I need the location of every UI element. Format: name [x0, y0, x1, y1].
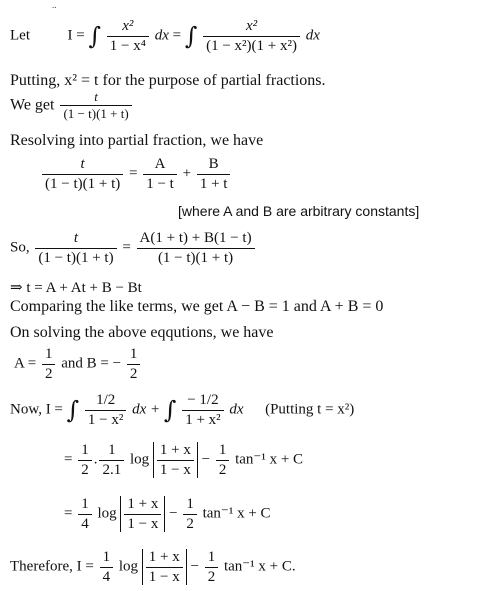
step1-line	[64, 442, 303, 478]
putting-line: Putting, x² = t for the purpose of partial fractions.	[10, 72, 326, 89]
fraction: $\frac{\text{x²}}{\text{1 − x⁴}}$	[107, 18, 149, 54]
equals: =	[128, 165, 138, 182]
now-label: Now, I =	[10, 401, 63, 418]
minus: −	[190, 558, 199, 575]
dx: dx +	[132, 401, 161, 418]
integral-sign: ∫	[184, 22, 198, 50]
tan-term: tan⁻¹ x + C.	[223, 558, 296, 575]
equals: =	[64, 505, 73, 522]
integral-sign: ∫	[163, 396, 177, 424]
absolute-value	[120, 496, 165, 532]
comparing-line: Comparing the like terms, we get A − B = 1 and A + B = 0	[10, 298, 384, 315]
fraction: $\frac{\text{x²}}{\text{(1 − x²)(1 + x²)}}$	[203, 18, 300, 54]
tan-term: tan⁻¹ x + C	[202, 505, 271, 522]
lhs-i: I =	[67, 27, 85, 44]
absolute-value	[153, 442, 198, 478]
fraction: $\frac{t}{(1 - t)(1 + t)}$	[42, 156, 123, 192]
fraction: $\frac{1/2}{\text{1 − x²}}$	[85, 392, 126, 428]
fraction: $\frac{B}{1 + t}$	[197, 156, 231, 192]
log: log	[118, 558, 138, 575]
dx: dx	[229, 401, 244, 418]
solving-line: On solving the above eqqutions, we have	[10, 324, 274, 341]
integral-definition	[10, 18, 320, 54]
a-lhs: A =	[14, 355, 37, 372]
fraction: $\frac{1}{2.1}$	[99, 442, 124, 478]
dots-mark: ..	[52, 0, 57, 10]
log: log	[97, 505, 117, 522]
integral-sign: ∫	[88, 22, 101, 50]
we-get-line	[10, 90, 134, 122]
absolute-value	[142, 549, 187, 585]
fraction: $\frac{A(1 + t) + B(1 - t)}{(1 - t)(1 + t)}$	[137, 230, 255, 266]
dx: dx	[305, 27, 320, 44]
fraction: $\frac{1}{2}$	[42, 346, 56, 382]
implies-line: ⇒ t = A + At + B − Bt	[10, 280, 142, 296]
partial-fraction-line	[40, 156, 232, 192]
plus: +	[182, 165, 192, 182]
fraction: $\frac{1}{2}$	[78, 442, 92, 478]
fraction: $\frac{1}{2}$	[183, 496, 197, 532]
final-line	[10, 549, 296, 585]
fraction: $\frac{t}{(1 - t)(1 + t)}$	[35, 230, 116, 266]
fraction: $\frac{A}{1 - t}$	[143, 156, 177, 192]
putting-note: (Putting t = x²)	[265, 401, 355, 418]
so-label: So,	[10, 239, 30, 256]
resolving-line: Resolving into partial fraction, we have	[10, 132, 264, 149]
step2-line	[64, 496, 271, 532]
integral-sign: ∫	[66, 396, 80, 424]
and-b: and B = −	[61, 355, 122, 372]
fraction: $\frac{1}{4}$	[78, 496, 92, 532]
fraction: $\frac{- 1/2}{\text{1 + x²}}$	[182, 392, 223, 428]
tan-term: tan⁻¹ x + C	[235, 451, 304, 468]
fraction: $\frac{1}{2}$	[205, 549, 219, 585]
ab-values	[14, 346, 142, 382]
therefore-label: Therefore, I =	[10, 558, 94, 575]
fraction: $\frac{1 + x}{1 - x}$	[124, 496, 161, 532]
fraction: $\frac{1}{2}$	[127, 346, 141, 382]
we-get-label: We get	[10, 96, 55, 114]
fraction: $\frac{1}{4}$	[100, 549, 114, 585]
fraction: $\frac{1}{2}$	[216, 442, 230, 478]
equals: =	[64, 451, 73, 468]
so-line	[10, 230, 257, 266]
fraction: $\frac{t}{(1 - t)(1 + t)}$	[60, 90, 131, 122]
log: log	[129, 451, 150, 468]
minus: −	[201, 451, 211, 468]
dot: .	[93, 451, 98, 468]
equals: =	[122, 239, 131, 256]
fraction: $\frac{1 + x}{1 - x}$	[157, 442, 194, 478]
equals: =	[172, 27, 182, 44]
let-label: Let	[10, 27, 30, 44]
dx: dx	[154, 27, 169, 44]
minus: −	[169, 505, 178, 522]
now-line	[10, 392, 354, 428]
fraction: $\frac{1 + x}{1 - x}$	[146, 549, 183, 585]
where-note: [where A and B are arbitrary constants]	[178, 203, 420, 219]
